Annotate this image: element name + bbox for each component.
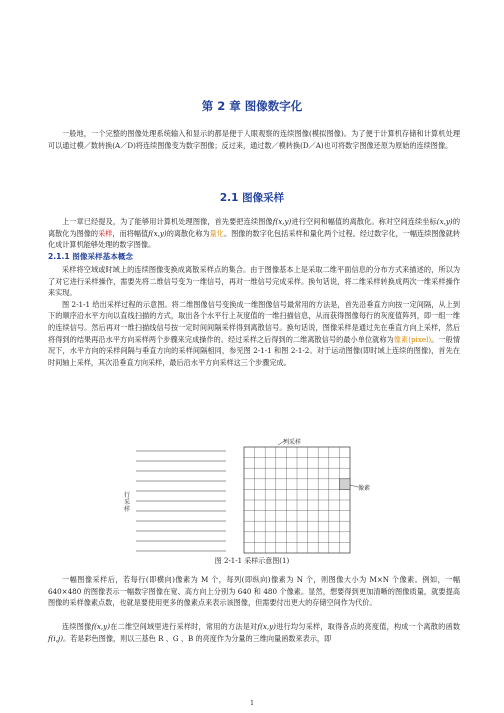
text-run: 。图像的数字化包括采样和量化两个过程。经过数字化，一幅连续图像就转化成计算机能够处理的数字图像。 <box>48 228 460 250</box>
text-run: 图 2-1-1 给出采样过程的示意图。将二维图像信号变换成一维图像信号最常用的方法是，首先沿垂直方向按一定间隔，从上到下的顺序沿水平方向以直线扫描的方式，取出各个水平行上灰度值的一维扫描信息，从而获得图像每行的灰度值阵列，即一组一维的连续信号。然后再对一维扫描线信号按一定时间间隔采样得到离散信号。换句话说，图像采样是通过先在垂直方向上采样，然后将得到的结果再沿水平方向采样两个步骤来完成操作的。经过采样之后得到的二维离散信号的最小单位就称为 <box>48 299 460 344</box>
math-expression: f(x,y) <box>272 217 292 226</box>
highlighted-pixel <box>339 479 350 490</box>
column-sampling-label: 列采样 <box>283 439 302 446</box>
keyword-quantization: 量化 <box>209 228 224 238</box>
figure-caption: 图 2-1-1 采样示意图(1) <box>214 557 290 565</box>
text-run: 进行均匀采样，取得各点的亮度值，构成一个离散的函数 <box>275 622 460 631</box>
text-run: 。一般情况下，水平方向的采样间隔与垂直方向的采样间隔相同，参见图 2-1-1 和图 2-1-2。对于运动图像(即时域上连续的图像)，首先在时间轴上采样，其次沿垂直方向采样，最后沿水平方向采样这三个步骤完成。 <box>48 334 460 367</box>
text-run: 。若是彩色图像，则以三基色 R 、G 、B 的亮度作为分量的三维向量函数来表示，即 <box>62 633 332 643</box>
math-expression: f(x,y) <box>257 622 276 631</box>
math-expression: f(i,j) <box>48 633 63 643</box>
pixel-label-leader <box>350 485 358 487</box>
subsection-title: 2.1.1 图像采样基本概念 <box>48 252 134 261</box>
section-title: 2.1 图像采样 <box>219 192 285 204</box>
intro-paragraph: 一般地，一个完整的图像处理系统输入和显示的都是便于人眼观察的连续图像(模拟图像)。为了便于计算机存储和计算机处理可以通过模／数转换(A／D)将连续图像变为数字图像；反过来，通过数／模转换(D／A)也可将数字图像还原为原始的连续图像。 <box>48 129 460 150</box>
row-sampling-label: 行采样 <box>124 492 131 513</box>
text-run: 的离散化称为 <box>166 228 210 238</box>
pixel-label: 像素 <box>358 485 371 492</box>
math-expression: f(x,y) <box>148 228 167 238</box>
text-run: ，而将幅值 <box>112 228 149 238</box>
uniform-sampling-paragraph <box>48 621 460 644</box>
row-sampling-lines <box>136 451 226 551</box>
pixel-grid <box>244 447 350 553</box>
keyword-pixel: 像素(pixel) <box>393 334 432 344</box>
text-run: 上一章已经提及，为了能够用计算机处理图像，首先要把连续图像 <box>62 217 273 226</box>
page-number: 1 <box>250 700 254 707</box>
text-run: 在二维空间域里进行采样时，常用的方法是对 <box>110 622 258 631</box>
subsection-body <box>48 264 460 368</box>
math-expression: (x,y) <box>436 217 453 226</box>
text-run: 的离散化为图像的 <box>48 217 460 238</box>
text-run: 进行空间和幅值的离散化。称对空间连续坐标 <box>291 217 437 226</box>
keyword-sampling: 采样 <box>98 228 113 238</box>
basic-concept-paragraph: 采样将空域或时域上的连续图像变换成离散采样点的集合。由于图像基本上是采取二维平面信息的分布方式来描述的，所以为了对它进行采样操作，需要先将二维信号变为一维信号，再对一维信号完成采样。换句话说，将二维采样转换成两次一维采样操作来实现。 <box>48 265 460 298</box>
sampling-figure <box>118 435 378 555</box>
text-run: 连续图像 <box>62 622 92 631</box>
chapter-title: 第 2 章 图像数字化 <box>201 99 303 113</box>
figure-description-paragraph <box>48 299 460 369</box>
sampling-grid-diagram <box>118 435 378 555</box>
section-paragraph <box>48 216 460 251</box>
math-expression: f(x,y) <box>91 622 110 631</box>
pixel-count-paragraph: 一幅图像采样后，若每行(即横向)像素为 M 个，每列(即纵向)像素为 N 个，则图像大小为 M×N 个像素。例如，一幅 640×480 的图像表示一幅数字图像在宽、高方向上分别为 640 和 480 个像素。显然，想要得到更加清晰的图像质量，就要提高图像的采样像素点数，也就是要使用更多的像素点来表示该图像，但需要付出更大的存储空间作为代价。 <box>48 575 460 608</box>
